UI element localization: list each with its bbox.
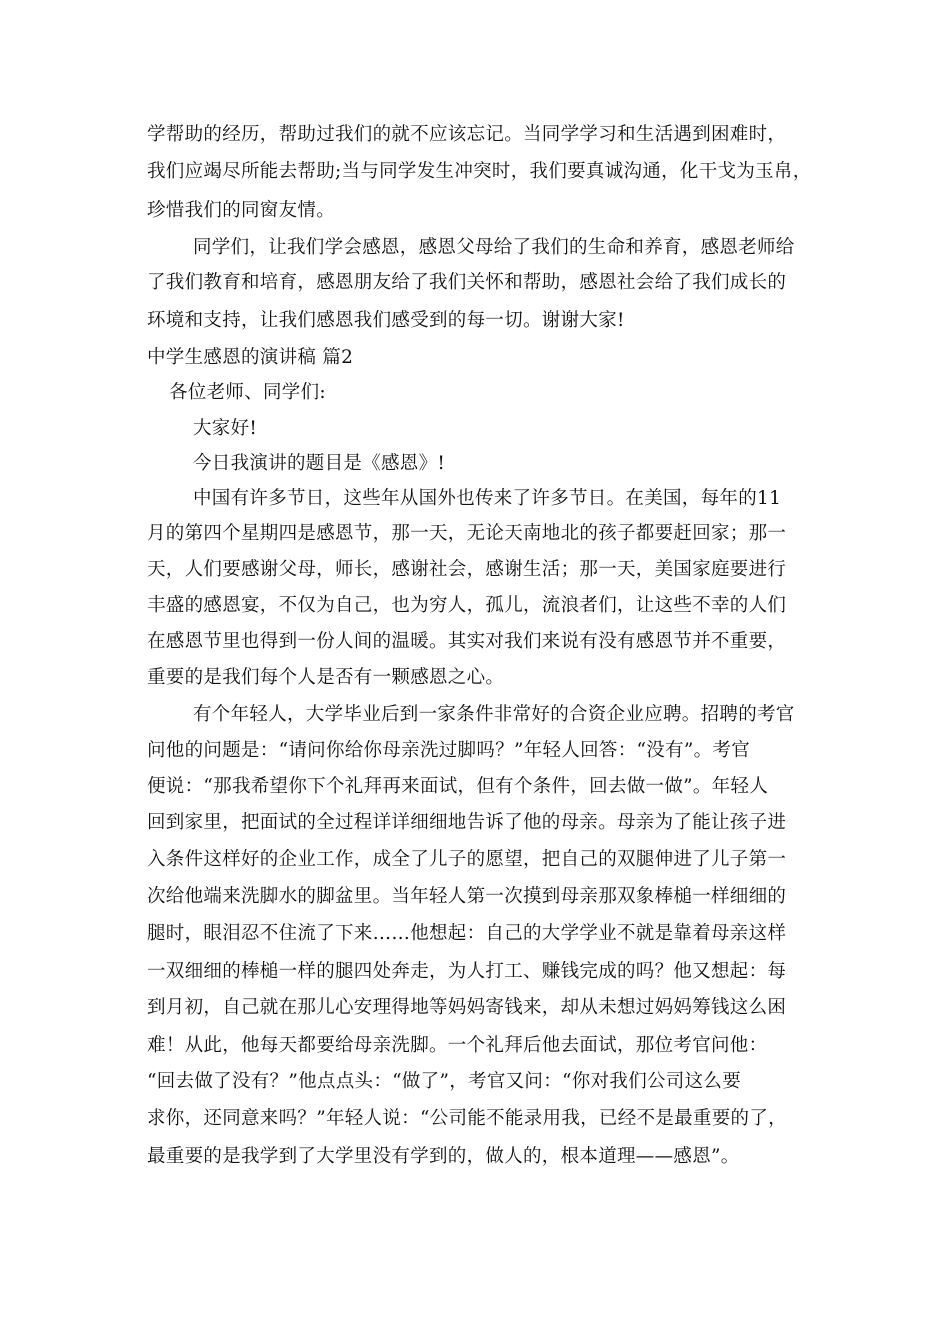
text-line: 最重要的是我学到了大学里没有学到的，做人的，根本道理——感恩”。 — [147, 1146, 740, 1167]
section-heading: 中学生感恩的演讲稿 篇2 — [147, 347, 354, 368]
text-line: 便说：“那我希望你下个礼拜再来面试，但有个条件，回去做一做”。年轻人 — [147, 776, 769, 797]
text-line: 有个年轻人，大学毕业后到一家条件非常好的合资企业应聘。招聘的考官 — [193, 704, 795, 725]
text-line: 了我们教育和培育，感恩朋友给了我们关怀和帮助，感恩社会给了我们成长的 — [147, 272, 787, 293]
text-line: 求你，还同意来吗？”年轻人说：“公司能不能录用我，已经不是最重要的了， — [147, 1108, 787, 1129]
text-line: 一双细细的棒槌一样的腿四处奔走，为人打工、赚钱完成的吗？他又想起：每 — [147, 961, 787, 982]
text-line: 各位老师、同学们: — [169, 382, 326, 403]
text-line: 今日我演讲的题目是《感恩》! — [193, 453, 446, 474]
text-line: 天，人们要感谢父母，师长，感谢社会，感谢生活；那一天，美国家庭要进行 — [147, 559, 787, 580]
text-line: 中国有许多节日，这些年从国外也传来了许多节日。在美国，每年的11 — [193, 488, 782, 509]
text-line: 学帮助的经历，帮助过我们的就不应该忘记。当同学学习和生活遇到困难时， — [147, 124, 787, 145]
text-line: 重要的是我们每个人是否有一颗感恩之心。 — [147, 667, 505, 688]
text-line: 在感恩节里也得到一份人间的温暖。其实对我们来说有没有感恩节并不重要， — [147, 631, 787, 652]
text-line: 同学们，让我们学会感恩，感恩父母给了我们的生命和养育，感恩老师给 — [193, 237, 795, 258]
text-line: “回去做了没有？”他点点头：“做了”，考官又问：“你对我们公司这么要 — [147, 1071, 741, 1092]
text-line: 腿时，眼泪忍不住流了下来……他想起：自己的大学学业不就是靠着母亲这样 — [147, 923, 787, 944]
text-line: 到月初，自己就在那儿心安理得地等妈妈寄钱来，却从未想过妈妈筹钱这么困 — [147, 997, 787, 1018]
text-line: 入条件这样好的企业工作，成全了儿子的愿望，把自己的双腿伸进了儿子第一 — [147, 849, 787, 870]
text-line: 环境和支持，让我们感恩我们感受到的每一切。谢谢大家! — [147, 310, 625, 331]
text-line: 大家好! — [193, 418, 258, 439]
text-line: 丰盛的感恩宴，不仅为自己，也为穷人，孤儿，流浪者们，让这些不幸的人们 — [147, 595, 787, 616]
text-line: 次给他端来洗脚水的脚盆里。当年轻人第一次摸到母亲那双象棒槌一样细细的 — [147, 886, 787, 907]
text-line: 我们应竭尽所能去帮助;当与同学发生冲突时，我们要真诚沟通，化干戈为玉帛， — [147, 161, 812, 182]
text-line: 月的第四个星期四是感恩节，那一天，无论天南地北的孩子都要赶回家；那一 — [147, 523, 787, 544]
text-line: 珍惜我们的同窗友情。 — [147, 200, 336, 221]
text-line: 问他的问题是：“请问你给你母亲洗过脚吗？”年轻人回答：“没有”。考官 — [147, 740, 751, 761]
text-line: 回到家里，把面试的全过程详详细细地告诉了他的母亲。母亲为了能让孩子进 — [147, 812, 787, 833]
text-line: 难！从此，他每天都要给母亲洗脚。一个礼拜后他去面试，那位考官问他： — [147, 1035, 768, 1056]
